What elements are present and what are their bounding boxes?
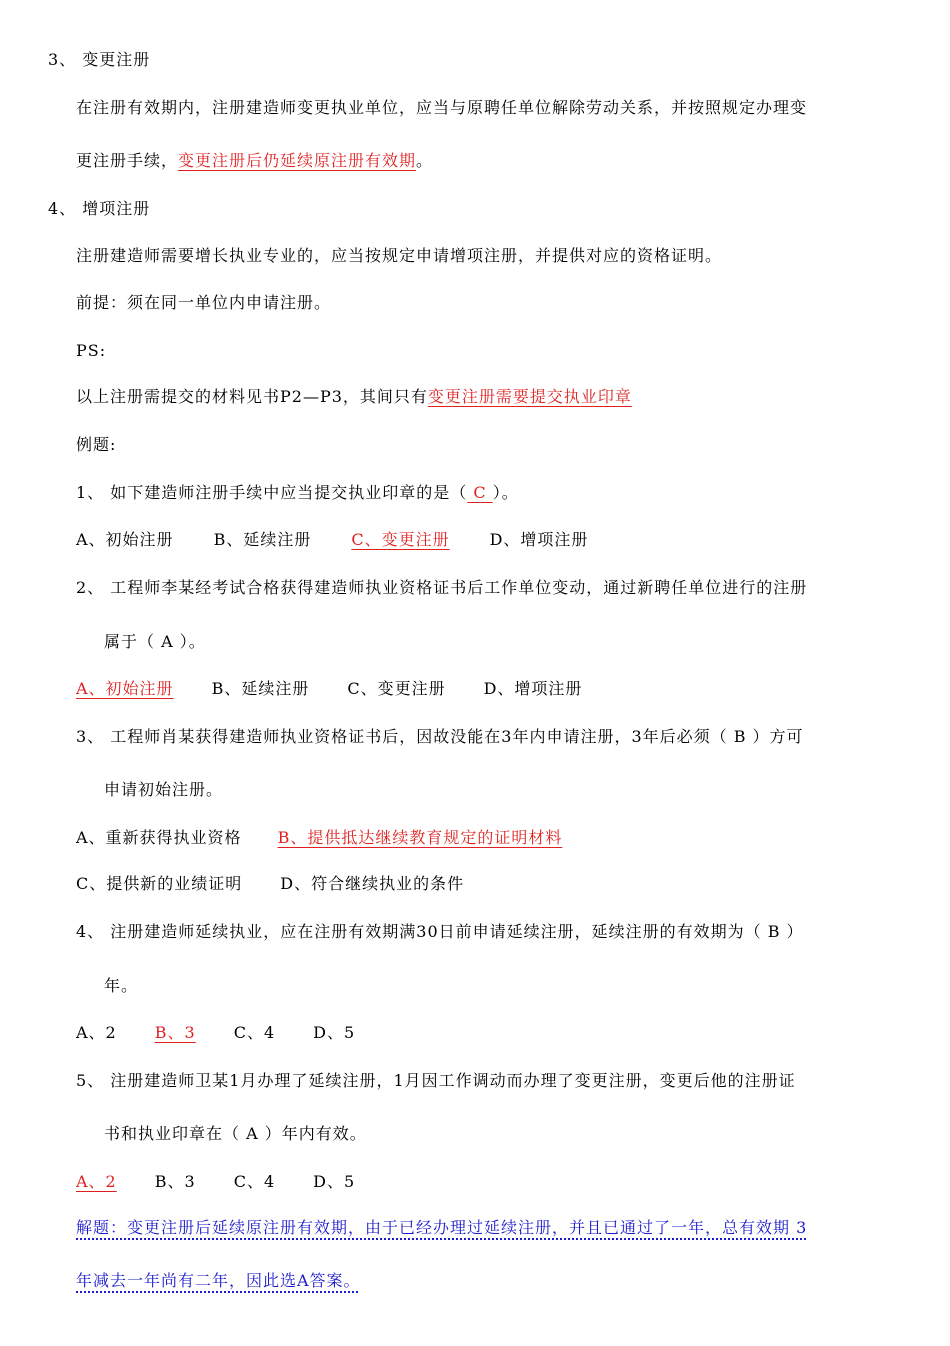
- text-segment: 。: [416, 151, 434, 170]
- option-b: B、延续注册: [213, 530, 312, 549]
- option-c: C、变更注册: [347, 679, 446, 698]
- section-4-paragraph: 注册建造师需要增长执业专业的，应当按规定申请增项注册，并提供对应的资格证明。: [76, 246, 723, 265]
- question-3-line-2: 申请初始注册。: [104, 780, 224, 799]
- text-segment: 以上注册需提交的材料见书P2—P3，其间只有: [76, 387, 428, 406]
- ps-label: PS:: [76, 341, 107, 360]
- question-5-line-1: 5、 注册建造师卫某1月办理了延续注册，1月因工作调动而办理了变更注册，变更后他的注册证: [76, 1071, 796, 1090]
- highlighted-text: 变更注册需要提交执业印章: [427, 387, 632, 406]
- section-3-heading: 3、 变更注册: [48, 50, 151, 69]
- question-4-line-1: 4、 注册建造师延续执业，应在注册有效期满30日前申请延续注册，延续注册的有效期为（ B ）: [76, 922, 804, 941]
- option-a-correct: A、2: [76, 1172, 117, 1191]
- ps-note: [76, 386, 632, 408]
- option-a: A、重新获得执业资格: [76, 828, 242, 847]
- option-d: D、5: [313, 1172, 356, 1191]
- option-d: D、增项注册: [483, 679, 583, 698]
- section-3-paragraph-line-2: [76, 150, 433, 172]
- question-3-options-row-1: [76, 827, 562, 849]
- question-5-options: [76, 1171, 355, 1193]
- question-1: [76, 482, 519, 504]
- option-c: C、4: [233, 1172, 276, 1191]
- section-4-prerequisite: 前提：须在同一单位内申请注册。: [76, 293, 332, 312]
- option-a-correct: A、初始注册: [76, 679, 174, 698]
- option-b-correct: B、提供抵达继续教育规定的证明材料: [277, 828, 563, 847]
- option-c-correct: C、变更注册: [351, 530, 450, 549]
- question-1-options: [76, 529, 588, 551]
- option-c: C、提供新的业绩证明: [76, 874, 243, 893]
- text-segment: 1、 如下建造师注册手续中应当提交执业印章的是（: [76, 483, 468, 502]
- option-a: A、2: [76, 1023, 117, 1042]
- option-a: A、初始注册: [76, 530, 174, 549]
- option-b: B、3: [154, 1172, 196, 1191]
- question-2-line-2: 属于（ A ）。: [104, 632, 206, 651]
- answer-highlight: C: [467, 483, 493, 502]
- solution-line-2: 年减去一年尚有二年，因此选A答案。: [76, 1271, 361, 1290]
- option-b-correct: B、3: [154, 1023, 196, 1042]
- option-d: D、增项注册: [489, 530, 589, 549]
- option-d: D、5: [313, 1023, 356, 1042]
- question-3-line-1: 3、 工程师肖某获得建造师执业资格证书后，因故没能在3年内申请注册，3年后必须（ B ）方可: [76, 727, 804, 746]
- highlighted-text: 变更注册后仍延续原注册有效期: [178, 151, 417, 170]
- section-3-paragraph-line-1: 在注册有效期内，注册建造师变更执业单位，应当与原聘任单位解除劳动关系，并按照规定办理变: [76, 98, 808, 117]
- option-d: D、符合继续执业的条件: [280, 874, 465, 893]
- text-segment: 更注册手续，: [76, 151, 179, 170]
- question-4-line-2: 年。: [104, 976, 139, 995]
- section-4-heading: 4、 增项注册: [48, 199, 151, 218]
- question-2-line-1: 2、 工程师李某经考试合格获得建造师执业资格证书后工作单位变动，通过新聘任单位进行的注册: [76, 578, 808, 597]
- option-c: C、4: [233, 1023, 276, 1042]
- question-5-line-2: 书和执业印章在（ A ）年内有效。: [104, 1124, 367, 1143]
- text-segment: ）。: [492, 483, 519, 502]
- question-3-options-row-2: [76, 873, 464, 895]
- question-2-options: [76, 678, 582, 700]
- question-4-options: [76, 1022, 355, 1044]
- option-b: B、延续注册: [211, 679, 310, 698]
- solution-line-1: 解题：变更注册后延续原注册有效期，由于已经办理过延续注册，并且已通过了一年，总有效期 3: [76, 1218, 808, 1237]
- examples-label: 例题:: [76, 435, 117, 454]
